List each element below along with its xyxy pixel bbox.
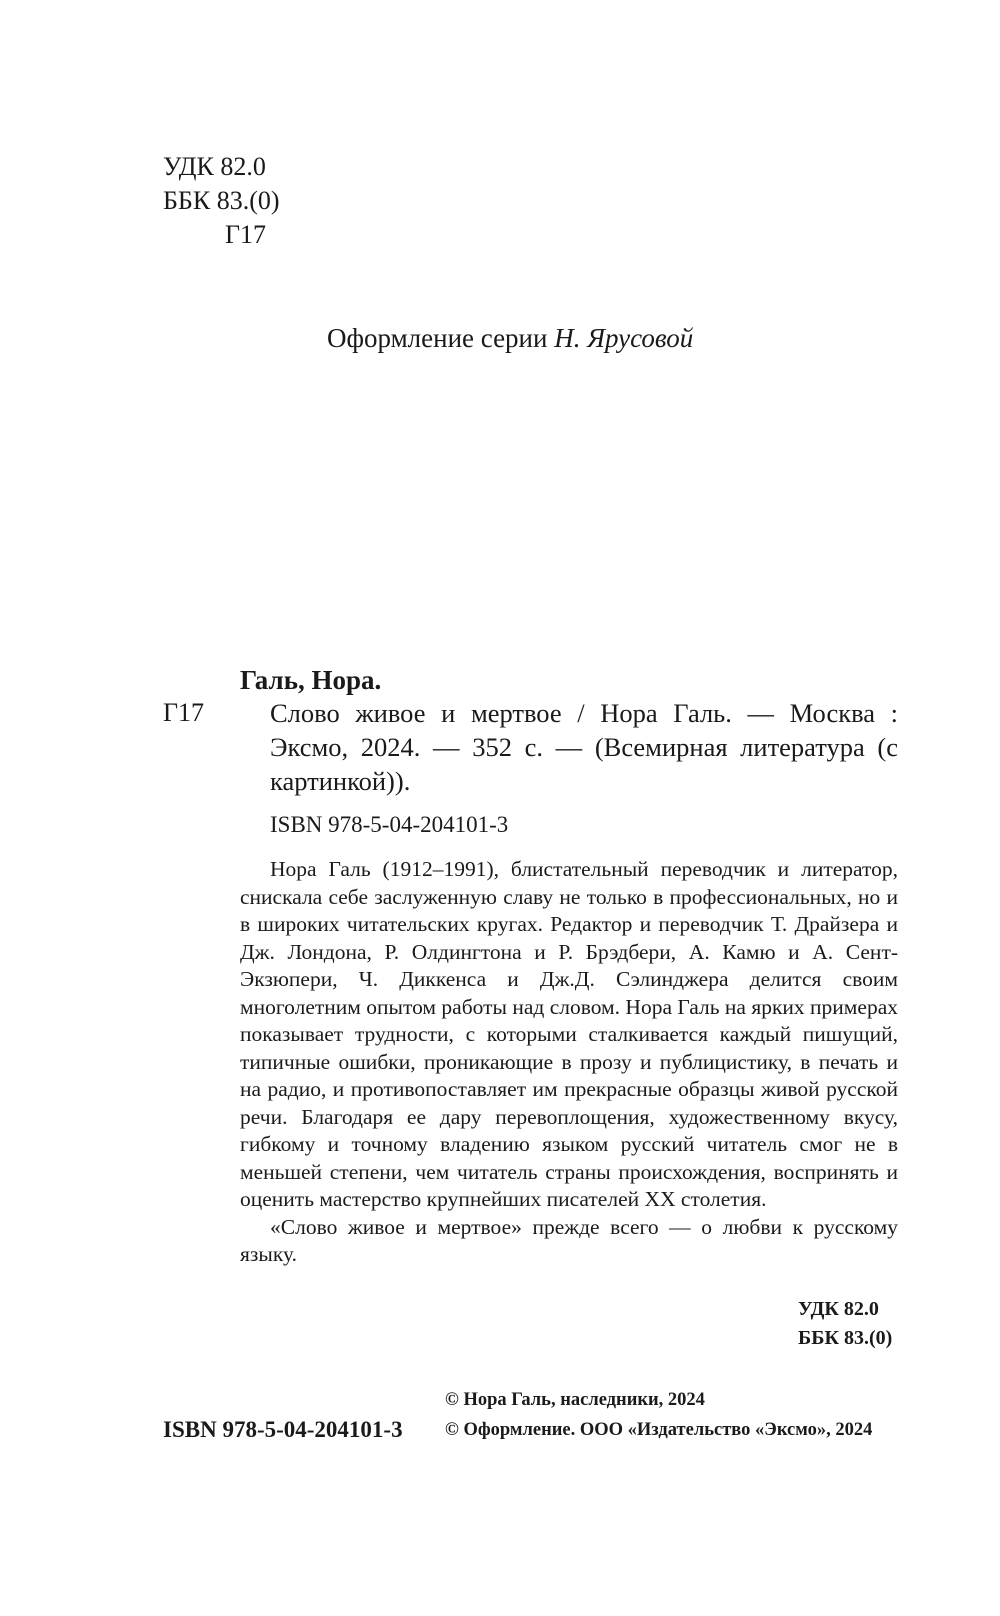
bibliographic-description <box>240 696 898 798</box>
copyright-line: © Оформление. ООО «Издательство «Эксмо», 2024 <box>445 1420 873 1440</box>
annotation-paragraph: Нора Галь (1912–1991), блистательный переводчик и литератор, снискала себе заслуженную славу не только в профессиональных, но и в широких читательских кругах. Редактор и переводчик Т. Драйзера и Дж. Лондона, Р. Олдингтона и Р. Брэдбери, А. Камю и А. Сент-Экзюпери, Ч. Диккенса и Дж.Д. Сэлинджера делится своим многолетним опытом работы над словом. Нора Галь на ярких примерах показывает трудности, с которыми сталкивается каждый пишущий, типичные ошибки, проникающие в прозу и публицистику, в печать и на радио, и противопоставляет им прекрасные образцы живой русской речи. Благодаря ее дару перевоплощения, художественному вкусу, гибкому и точному владению языком русский читатель смог не в меньшей степени, чем читатель страны происхождения, воспринять и оценить мастерство крупнейших писателей XX столетия. <box>240 857 898 1211</box>
author-shelf-code: Г17 <box>225 220 267 249</box>
series-design-credit <box>327 323 693 354</box>
author-heading: Галь, Нора. <box>240 665 382 695</box>
udk-code: УДК 82.0 <box>798 1298 879 1320</box>
classification-codes-bottom <box>798 1295 892 1353</box>
bbk-code: ББК 83.(0) <box>163 186 280 215</box>
series-credit-prefix: Оформление серии <box>327 323 548 353</box>
record-isbn: ISBN 978-5-04-204101-3 <box>270 812 509 837</box>
copyright-block <box>445 1385 872 1445</box>
annotation-paragraph: «Слово живое и мертвое» прежде всего — о любви к русскому языку. <box>240 1214 898 1266</box>
annotation <box>240 856 898 1269</box>
record-shelf-code: Г17 <box>163 698 205 727</box>
udk-code: УДК 82.0 <box>163 152 266 181</box>
bibliographic-text: Слово живое и мертвое / Нора Галь. — Москва : Эксмо, 2024. — 352 с. — (Всемирная литература (с картинкой)). <box>270 698 898 796</box>
classification-codes-top <box>163 150 280 252</box>
copyright-line: © Нора Галь, наследники, 2024 <box>445 1390 705 1410</box>
series-designer-name: Н. Ярусовой <box>554 323 694 353</box>
bbk-code: ББК 83.(0) <box>798 1327 893 1349</box>
isbn-main: ISBN 978-5-04-204101-3 <box>163 1417 403 1442</box>
